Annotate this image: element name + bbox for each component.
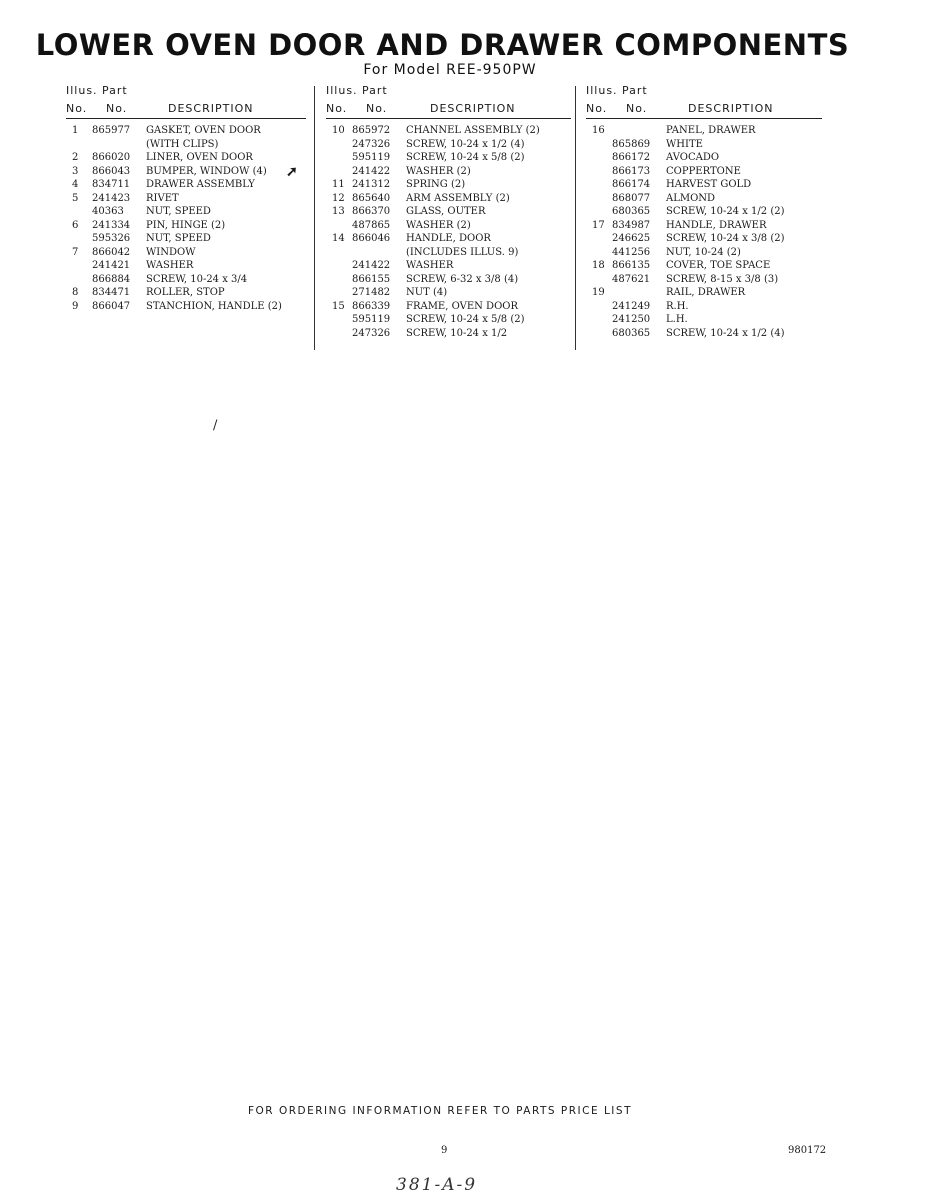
table-row <box>326 151 571 165</box>
table-row <box>326 219 571 233</box>
table-row <box>326 205 571 219</box>
part-description: RIVET <box>146 192 179 204</box>
part-description: FRAME, OVEN DOOR <box>406 300 519 312</box>
part-description: SCREW, 10-24 x 1/2 <box>406 327 508 339</box>
table-row <box>66 232 306 246</box>
column-header <box>326 82 571 119</box>
part-label: Part <box>622 84 648 97</box>
part-description: SCREW, 10-24 x 1/2 (2) <box>666 206 785 217</box>
part-number: 866042 <box>92 246 131 258</box>
description-label: DESCRIPTION <box>168 102 254 115</box>
part-number: 866155 <box>352 273 391 285</box>
illus-number: 17 <box>592 219 605 231</box>
table-row <box>66 178 306 192</box>
table-row <box>586 192 822 206</box>
table-row <box>326 327 571 341</box>
illus-number: 6 <box>72 219 79 231</box>
part-number: 866043 <box>92 165 131 177</box>
part-number: 595326 <box>92 233 131 244</box>
part-number: 866135 <box>612 260 651 271</box>
table-row <box>326 138 571 152</box>
table-row <box>326 259 571 273</box>
table-row <box>586 246 822 260</box>
part-description: CHANNEL ASSEMBLY (2) <box>406 125 540 136</box>
table-row <box>586 178 822 192</box>
parts-list <box>66 124 306 313</box>
part-description: WINDOW <box>146 246 196 258</box>
part-number: 865869 <box>612 138 651 150</box>
part-number: 834711 <box>92 179 131 190</box>
part-description: COPPERTONE <box>666 165 741 177</box>
part-description: SCREW, 10-24 x 3/8 (2) <box>666 233 785 244</box>
stray-mark-icon: / <box>213 418 218 433</box>
part-number: 40363 <box>92 206 124 217</box>
illus-label: Illus. <box>66 84 98 97</box>
illus-number: 2 <box>72 152 79 163</box>
part-description: COVER, TOE SPACE <box>666 260 771 271</box>
table-row <box>66 124 306 138</box>
part-number: 866172 <box>612 152 651 163</box>
illus-number: 11 <box>332 179 345 190</box>
table-row <box>66 205 306 219</box>
illus-number: 4 <box>72 179 79 190</box>
part-number: 271482 <box>352 287 391 298</box>
table-row <box>586 232 822 246</box>
column-divider <box>314 86 315 350</box>
part-number: 866046 <box>352 233 391 244</box>
table-row <box>66 246 306 260</box>
table-row <box>66 165 306 179</box>
part-number: 834987 <box>612 219 651 231</box>
illus-number: 8 <box>72 287 79 298</box>
table-row <box>66 259 306 273</box>
part-description: AVOCADO <box>666 152 720 163</box>
part-description: SCREW, 6-32 x 3/8 (4) <box>406 273 519 285</box>
part-number: 246625 <box>612 233 651 244</box>
illus-number: 9 <box>72 300 79 312</box>
part-description: L.H. <box>666 314 688 325</box>
table-row <box>586 165 822 179</box>
part-number: 834471 <box>92 287 131 298</box>
part-number: 680365 <box>612 206 651 217</box>
part-number: 866884 <box>92 273 131 285</box>
part-description: ALMOND <box>666 192 716 204</box>
parts-column-1 <box>66 82 306 313</box>
part-description: (INCLUDES ILLUS. 9) <box>406 246 519 258</box>
table-row <box>326 232 571 246</box>
part-number: 595119 <box>352 314 391 325</box>
parts-column-3 <box>586 82 822 340</box>
arrow-mark-icon: ➚ <box>286 164 298 180</box>
illus-no-label: No. <box>66 102 88 115</box>
part-description: R.H. <box>666 300 689 312</box>
part-label: Part <box>102 84 128 97</box>
illus-number: 15 <box>332 300 345 312</box>
part-description: RAIL, DRAWER <box>666 287 746 298</box>
part-number: 241421 <box>92 260 131 271</box>
part-description: STANCHION, HANDLE (2) <box>146 300 282 312</box>
column-divider <box>575 86 576 350</box>
part-description: ROLLER, STOP <box>146 287 225 298</box>
part-number: 866173 <box>612 165 651 177</box>
illus-number: 7 <box>72 246 79 258</box>
part-number: 866174 <box>612 179 651 190</box>
table-row <box>586 259 822 273</box>
description-label: DESCRIPTION <box>430 102 516 115</box>
illus-number: 12 <box>332 192 345 204</box>
part-description: ARM ASSEMBLY (2) <box>406 192 510 204</box>
table-row <box>326 246 571 260</box>
document-code: 980172 <box>788 1145 827 1156</box>
part-number: 247326 <box>352 327 391 339</box>
table-row <box>586 205 822 219</box>
table-row <box>66 300 306 314</box>
part-number: 487621 <box>612 273 651 285</box>
table-row <box>66 138 306 152</box>
part-no-label: No. <box>106 102 128 115</box>
part-description: (WITH CLIPS) <box>146 138 219 150</box>
part-description: NUT, SPEED <box>146 233 211 244</box>
part-number: 241250 <box>612 314 651 325</box>
part-description: WASHER <box>406 260 454 271</box>
illus-no-label: No. <box>326 102 348 115</box>
part-number: 241312 <box>352 179 391 190</box>
parts-list <box>586 124 822 340</box>
illus-number: 5 <box>72 192 79 204</box>
part-description: WASHER <box>146 260 194 271</box>
part-description: WHITE <box>666 138 703 150</box>
part-description: LINER, OVEN DOOR <box>146 152 253 163</box>
part-number: 680365 <box>612 327 651 339</box>
part-number: 441256 <box>612 246 651 258</box>
part-number: 595119 <box>352 152 391 163</box>
page-number: 9 <box>441 1145 448 1156</box>
table-row <box>586 138 822 152</box>
part-no-label: No. <box>366 102 388 115</box>
parts-column-2 <box>326 82 571 340</box>
table-row <box>586 300 822 314</box>
table-row <box>326 165 571 179</box>
part-number: 241422 <box>352 165 391 177</box>
part-description: SCREW, 10-24 x 3/4 <box>146 273 248 285</box>
table-row <box>326 192 571 206</box>
part-number: 866047 <box>92 300 131 312</box>
part-description: SCREW, 10-24 x 1/2 (4) <box>666 327 785 339</box>
part-description: SCREW, 8-15 x 3/8 (3) <box>666 273 779 285</box>
part-description: GLASS, OUTER <box>406 206 486 217</box>
table-row <box>326 286 571 300</box>
part-number: 241422 <box>352 260 391 271</box>
part-number: 866339 <box>352 300 391 312</box>
part-description: GASKET, OVEN DOOR <box>146 125 261 136</box>
part-description: DRAWER ASSEMBLY <box>146 179 255 190</box>
table-row <box>586 151 822 165</box>
illus-number: 19 <box>592 287 605 298</box>
part-description: HANDLE, DRAWER <box>666 219 767 231</box>
column-header <box>586 82 822 119</box>
part-description: SCREW, 10-24 x 1/2 (4) <box>406 138 525 150</box>
model-subtitle: For Model REE-950PW <box>363 62 537 78</box>
page-title: LOWER OVEN DOOR AND DRAWER COMPONENTS <box>35 28 850 62</box>
illus-number: 10 <box>332 125 345 136</box>
part-number: 241334 <box>92 219 131 231</box>
table-row <box>586 124 822 138</box>
table-row <box>326 124 571 138</box>
part-description: NUT, 10-24 (2) <box>666 246 741 258</box>
illus-label: Illus. <box>586 84 618 97</box>
table-row <box>66 286 306 300</box>
part-description: WASHER (2) <box>406 165 471 177</box>
part-description: WASHER (2) <box>406 219 471 231</box>
column-header <box>66 82 306 119</box>
illus-number: 1 <box>72 125 79 136</box>
part-number: 865977 <box>92 125 131 136</box>
part-number: 247326 <box>352 138 391 150</box>
part-description: NUT (4) <box>406 287 448 298</box>
part-number: 865972 <box>352 125 391 136</box>
part-number: 866020 <box>92 152 131 163</box>
description-label: DESCRIPTION <box>688 102 774 115</box>
table-row <box>66 151 306 165</box>
ordering-note: FOR ORDERING INFORMATION REFER TO PARTS PRICE LIST <box>248 1105 632 1117</box>
illus-no-label: No. <box>586 102 608 115</box>
part-description: HARVEST GOLD <box>666 179 752 190</box>
illus-number: 13 <box>332 206 345 217</box>
part-number: 865640 <box>352 192 391 204</box>
part-description: PIN, HINGE (2) <box>146 219 226 231</box>
part-description: BUMPER, WINDOW (4) <box>146 165 267 177</box>
part-description: SCREW, 10-24 x 5/8 (2) <box>406 314 525 325</box>
table-row <box>326 273 571 287</box>
illus-number: 16 <box>592 125 605 136</box>
part-number: 866370 <box>352 206 391 217</box>
part-description: SPRING (2) <box>406 179 466 190</box>
part-description: NUT, SPEED <box>146 206 211 217</box>
table-row <box>326 313 571 327</box>
parts-list <box>326 124 571 340</box>
part-number: 241249 <box>612 300 651 312</box>
table-row <box>586 286 822 300</box>
handwritten-reference: 381-A-9 <box>396 1175 478 1195</box>
part-label: Part <box>362 84 388 97</box>
part-number: 241423 <box>92 192 131 204</box>
part-description: SCREW, 10-24 x 5/8 (2) <box>406 152 525 163</box>
illus-number: 14 <box>332 233 345 244</box>
part-description: PANEL, DRAWER <box>666 125 756 136</box>
table-row <box>326 300 571 314</box>
illus-number: 3 <box>72 165 79 177</box>
table-row <box>586 313 822 327</box>
part-no-label: No. <box>626 102 648 115</box>
table-row <box>66 273 306 287</box>
table-row <box>586 219 822 233</box>
table-row <box>66 219 306 233</box>
table-row <box>586 273 822 287</box>
part-number: 487865 <box>352 219 391 231</box>
table-row <box>326 178 571 192</box>
table-row <box>66 192 306 206</box>
part-number: 868077 <box>612 192 651 204</box>
table-row <box>586 327 822 341</box>
part-description: HANDLE, DOOR <box>406 233 491 244</box>
illus-label: Illus. <box>326 84 358 97</box>
illus-number: 18 <box>592 260 605 271</box>
